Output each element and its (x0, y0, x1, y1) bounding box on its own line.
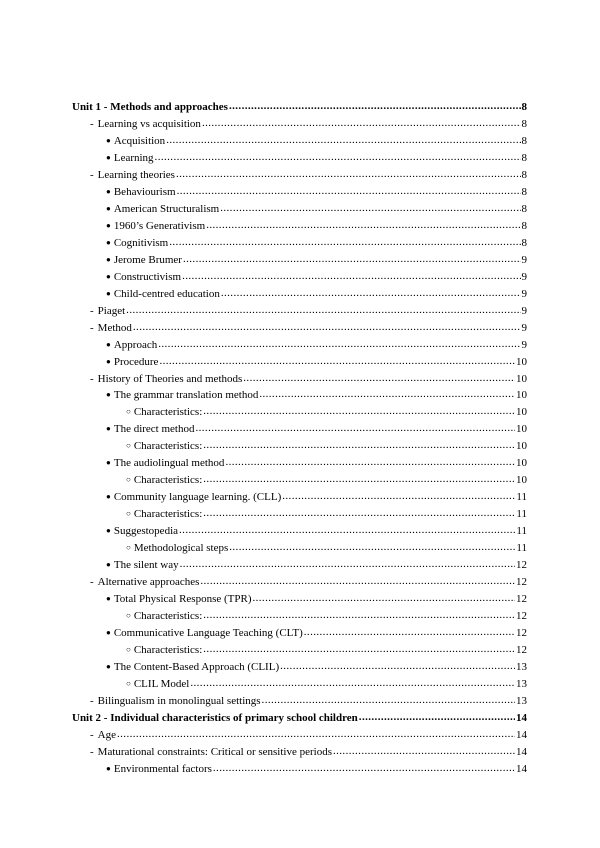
toc-entry[interactable] (72, 472, 527, 489)
toc-entry-label: Approach (113, 338, 158, 351)
dot-leader (229, 99, 521, 115)
toc-page-number: 13 (516, 677, 527, 690)
toc-entry-label: Communicative Language Teaching (CLT) (113, 627, 303, 640)
toc-entry-label: Characteristics: (133, 508, 203, 521)
toc-entry-label: The Content-Based Approach (CLIL) (113, 660, 280, 673)
toc-page-number: 13 (516, 660, 527, 673)
toc-entry[interactable] (72, 693, 527, 710)
toc-entry[interactable] (72, 167, 527, 184)
toc-entry-label: Acquisition (113, 134, 166, 147)
toc-entry-label: Characteristics: (133, 644, 203, 656)
toc-entry[interactable] (72, 591, 527, 608)
bullet-icon: ● (106, 763, 111, 773)
dot-leader (252, 591, 515, 607)
toc-entry[interactable] (72, 676, 527, 693)
dot-leader (180, 557, 515, 573)
dot-leader (202, 116, 521, 132)
toc-entry-label: Constructivism (113, 270, 182, 283)
table-of-contents (72, 99, 527, 778)
toc-entry[interactable] (72, 761, 527, 778)
toc-entry[interactable] (72, 421, 527, 438)
toc-entry[interactable] (72, 574, 527, 591)
toc-entry-label: Age (97, 728, 116, 741)
dot-leader (203, 404, 515, 420)
toc-entry[interactable] (72, 506, 527, 523)
toc-entry-label: Community language learning. (CLL) (113, 491, 282, 504)
bullet-icon: ● (106, 135, 111, 145)
toc-entry-label: Unit 1 - Methods and approaches (72, 101, 228, 113)
toc-entry-label: American Structuralism (113, 202, 220, 215)
toc-entry-label: CLIL Model (133, 677, 190, 690)
toc-page-number: 10 (516, 423, 527, 436)
bullet-icon: ● (106, 288, 111, 298)
toc-page-number: 12 (516, 576, 527, 589)
toc-page-number: 12 (516, 644, 527, 656)
toc-page-number: 12 (516, 627, 527, 640)
dot-leader (304, 625, 515, 641)
toc-page-number: 13 (516, 694, 527, 707)
toc-entry[interactable] (72, 540, 527, 557)
toc-entry[interactable] (72, 354, 527, 371)
dot-leader (117, 727, 515, 743)
toc-page-number: 9 (521, 253, 527, 266)
toc-page-number: 8 (521, 168, 527, 181)
toc-page-number: 12 (516, 593, 527, 606)
circle-bullet-icon: ○ (126, 543, 131, 553)
toc-entry-label: Procedure (113, 355, 159, 368)
bullet-icon: ● (106, 339, 111, 349)
toc-entry-label: The silent way (113, 559, 179, 572)
circle-bullet-icon: ○ (126, 678, 131, 688)
dot-leader (220, 201, 520, 217)
toc-entry[interactable] (72, 184, 527, 201)
toc-page-number: 9 (521, 304, 527, 317)
toc-entry-label: Behaviourism (113, 185, 176, 198)
toc-entry-label: Methodological steps (133, 542, 229, 555)
toc-entry[interactable] (72, 625, 527, 642)
dot-leader (203, 642, 515, 658)
toc-entry[interactable] (72, 133, 527, 150)
bullet-icon: ● (106, 271, 111, 281)
bullet-icon: ● (106, 526, 111, 536)
dot-leader (206, 218, 520, 234)
bullet-icon: ● (106, 186, 111, 196)
toc-page-number: 14 (516, 711, 527, 724)
toc-page-number: 14 (516, 762, 527, 775)
dot-leader (203, 438, 515, 454)
dot-leader (229, 540, 515, 556)
toc-entry-label: Characteristics: (133, 406, 203, 419)
toc-entry[interactable] (72, 150, 527, 167)
dot-leader (190, 676, 515, 692)
toc-page-number: 14 (516, 728, 527, 741)
toc-entry-label: 1960’s Generativism (113, 219, 206, 232)
toc-entry[interactable] (72, 642, 527, 659)
toc-page-number: 8 (521, 151, 527, 164)
toc-unit-heading[interactable] (72, 710, 527, 727)
circle-bullet-icon: ○ (126, 407, 131, 417)
toc-unit-heading[interactable] (72, 99, 527, 116)
toc-entry[interactable] (72, 659, 527, 676)
circle-bullet-icon: ○ (126, 441, 131, 451)
toc-entry[interactable] (72, 387, 527, 404)
toc-page-number: 8 (521, 236, 527, 249)
toc-entry[interactable] (72, 557, 527, 574)
toc-entry-label: Learning vs acquisition (97, 117, 201, 130)
circle-bullet-icon: ○ (126, 509, 131, 519)
toc-entry-label: Characteristics: (133, 474, 203, 487)
toc-entry[interactable] (72, 455, 527, 472)
toc-entry-label: Bilingualism in monolingual settings (97, 694, 261, 707)
dot-leader (280, 659, 515, 675)
dot-leader (333, 744, 515, 760)
toc-entry[interactable] (72, 235, 527, 252)
toc-entry[interactable] (72, 404, 527, 421)
toc-page-number: 9 (521, 338, 527, 351)
toc-page-number: 11 (516, 508, 527, 521)
bullet-icon: ● (106, 424, 111, 434)
bullet-icon: ● (106, 594, 111, 604)
circle-bullet-icon: ○ (126, 611, 131, 621)
toc-entry[interactable] (72, 608, 527, 625)
toc-entry-label: Suggestopedia (113, 525, 179, 538)
dash-marker: - (90, 745, 94, 758)
toc-page-number: 11 (516, 525, 527, 538)
toc-page-number: 12 (516, 559, 527, 572)
toc-entry[interactable] (72, 286, 527, 303)
toc-page-number: 8 (521, 219, 527, 232)
dot-leader (213, 761, 515, 777)
dot-leader (159, 354, 515, 370)
toc-entry-label: The direct method (113, 423, 195, 436)
dash-marker: - (90, 576, 94, 589)
toc-entry[interactable] (72, 320, 527, 337)
toc-page-number: 10 (516, 440, 527, 453)
toc-page-number: 10 (516, 389, 527, 402)
toc-entry[interactable] (72, 523, 527, 540)
toc-page-number: 8 (521, 134, 527, 147)
bullet-icon: ● (106, 390, 111, 400)
toc-entry[interactable] (72, 438, 527, 455)
toc-entry[interactable] (72, 201, 527, 218)
bullet-icon: ● (106, 356, 111, 366)
toc-page-number: 9 (521, 287, 527, 300)
bullet-icon: ● (106, 254, 111, 264)
bullet-icon: ● (106, 237, 111, 247)
toc-entry-label: Maturational constraints: Critical or sensitive periods (97, 745, 332, 758)
toc-entry-label: Characteristics: (133, 440, 203, 453)
dash-marker: - (90, 728, 94, 741)
dot-leader (126, 303, 520, 319)
dot-leader (155, 150, 521, 166)
dot-leader (158, 337, 520, 353)
toc-entry[interactable] (72, 744, 527, 761)
dot-leader (243, 371, 515, 387)
toc-entry-label: Learning theories (97, 168, 175, 181)
toc-page-number: 10 (516, 406, 527, 419)
toc-page-number: 12 (516, 610, 527, 623)
toc-entry-label: Child-centred education (113, 287, 220, 300)
dot-leader (182, 269, 520, 285)
toc-entry[interactable] (72, 269, 527, 286)
bullet-icon: ● (106, 203, 111, 213)
dot-leader (221, 286, 521, 302)
toc-entry-label: Alternative approaches (97, 576, 200, 589)
toc-entry-label: Piaget (97, 304, 126, 317)
toc-entry-label: Method (97, 321, 132, 334)
dash-marker: - (90, 304, 94, 317)
circle-bullet-icon: ○ (126, 475, 131, 485)
toc-entry[interactable] (72, 303, 527, 320)
dot-leader (203, 472, 515, 488)
dot-leader (176, 167, 521, 183)
bullet-icon: ● (106, 458, 111, 468)
dot-leader (166, 133, 520, 149)
dash-marker: - (90, 694, 94, 707)
toc-entry[interactable] (72, 218, 527, 235)
circle-bullet-icon: ○ (126, 645, 131, 654)
toc-entry-label: History of Theories and methods (97, 372, 243, 385)
toc-entry-label: The grammar translation method (113, 389, 259, 402)
toc-page-number: 9 (521, 270, 527, 283)
toc-page-number: 8 (521, 185, 527, 198)
dash-marker: - (90, 117, 94, 130)
dot-leader (359, 710, 515, 726)
toc-entry-label: Unit 2 - Individual characteristics of primary school children (72, 711, 358, 724)
dot-leader (282, 489, 515, 505)
bullet-icon: ● (106, 492, 111, 502)
dot-leader (262, 693, 515, 709)
dot-leader (179, 523, 515, 539)
toc-page-number: 10 (516, 355, 527, 368)
bullet-icon: ● (106, 560, 111, 570)
bullet-icon: ● (106, 661, 111, 671)
toc-entry[interactable] (72, 371, 527, 388)
toc-entry[interactable] (72, 116, 527, 133)
toc-entry[interactable] (72, 252, 527, 269)
dot-leader (169, 235, 520, 251)
toc-page-number: 9 (521, 321, 527, 334)
toc-entry-label: Jerome Brumer (113, 253, 182, 266)
toc-page-number: 8 (521, 117, 527, 130)
toc-page-number: 8 (521, 101, 527, 113)
toc-entry-label: The audiolingual method (113, 457, 225, 470)
toc-entry[interactable] (72, 489, 527, 506)
dash-marker: - (90, 321, 94, 334)
toc-entry-label: Cognitivism (113, 236, 169, 249)
dot-leader (183, 252, 521, 268)
toc-page-number: 10 (516, 457, 527, 470)
dot-leader (259, 387, 515, 403)
toc-entry-label: Characteristics: (133, 610, 203, 623)
toc-page-number: 10 (516, 474, 527, 487)
bullet-icon: ● (106, 220, 111, 230)
toc-page-number: 11 (516, 542, 527, 555)
dot-leader (133, 320, 521, 336)
dash-marker: - (90, 168, 94, 181)
toc-entry[interactable] (72, 337, 527, 354)
toc-page-number: 11 (516, 491, 527, 504)
dot-leader (200, 574, 515, 590)
dot-leader (203, 506, 515, 522)
bullet-icon: ● (106, 628, 111, 638)
toc-entry[interactable] (72, 727, 527, 744)
toc-entry-label: Total Physical Response (TPR) (113, 593, 252, 606)
dot-leader (177, 184, 521, 200)
bullet-icon: ● (106, 152, 111, 162)
toc-page-number: 14 (516, 745, 527, 758)
toc-page-number: 8 (521, 202, 527, 215)
dot-leader (225, 455, 515, 471)
toc-entry-label: Learning (113, 151, 154, 164)
dash-marker: - (90, 372, 94, 385)
toc-page-number: 10 (516, 372, 527, 385)
dot-leader (195, 421, 515, 437)
toc-entry-label: Environmental factors (113, 762, 212, 775)
dot-leader (203, 608, 515, 624)
